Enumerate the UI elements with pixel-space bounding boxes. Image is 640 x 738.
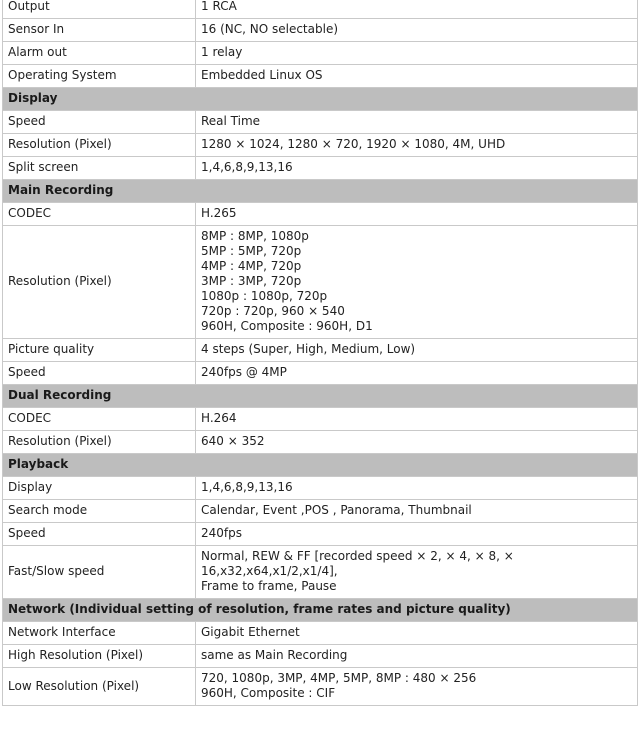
- spec-value: 720, 1080p, 3MP, 4MP, 5MP, 8MP : 480 × 256 960H, Composite : CIF: [196, 668, 638, 706]
- spec-label: Split screen: [3, 157, 196, 180]
- spec-row: [3, 622, 638, 645]
- spec-row: [3, 65, 638, 88]
- spec-row: [3, 500, 638, 523]
- spec-label: Resolution (Pixel): [3, 226, 196, 339]
- spec-value: 4 steps (Super, High, Medium, Low): [196, 339, 638, 362]
- spec-label: Alarm out: [3, 42, 196, 65]
- spec-row: [3, 134, 638, 157]
- section-header-row: [3, 385, 638, 408]
- spec-value: H.265: [196, 203, 638, 226]
- section-title: Display: [3, 88, 638, 111]
- spec-label: Operating System: [3, 65, 196, 88]
- spec-table-body: [3, 0, 638, 706]
- section-title: Main Recording: [3, 180, 638, 203]
- spec-label: Speed: [3, 362, 196, 385]
- spec-label: CODEC: [3, 203, 196, 226]
- spec-label: Sensor In: [3, 19, 196, 42]
- section-header-row: [3, 454, 638, 477]
- spec-label: Speed: [3, 523, 196, 546]
- spec-label: Picture quality: [3, 339, 196, 362]
- spec-table: [2, 0, 638, 706]
- spec-row: [3, 157, 638, 180]
- section-title: Network (Individual setting of resolution, frame rates and picture quality): [3, 599, 638, 622]
- spec-label: Fast/Slow speed: [3, 546, 196, 599]
- spec-row: [3, 362, 638, 385]
- spec-row: [3, 546, 638, 599]
- section-header-row: [3, 599, 638, 622]
- spec-row: [3, 339, 638, 362]
- spec-row: [3, 431, 638, 454]
- spec-value: 8MP : 8MP, 1080p 5MP : 5MP, 720p 4MP : 4MP, 720p 3MP : 3MP, 720p 1080p : 1080p, 720p 720p : 720p, 960 × 540 960H, Composite : 960H, D1: [196, 226, 638, 339]
- spec-value: Normal, REW & FF [recorded speed × 2, × 4, × 8, × 16,x32,x64,x1/2,x1/4], Frame to frame, Pause: [196, 546, 638, 599]
- spec-value: 1,4,6,8,9,13,16: [196, 477, 638, 500]
- spec-label: Low Resolution (Pixel): [3, 668, 196, 706]
- spec-row: [3, 0, 638, 19]
- spec-value: 1280 × 1024, 1280 × 720, 1920 × 1080, 4M, UHD: [196, 134, 638, 157]
- spec-value: Real Time: [196, 111, 638, 134]
- spec-row: [3, 203, 638, 226]
- section-title: Dual Recording: [3, 385, 638, 408]
- spec-value: Embedded Linux OS: [196, 65, 638, 88]
- spec-value: 240fps @ 4MP: [196, 362, 638, 385]
- section-header-row: [3, 180, 638, 203]
- spec-label: CODEC: [3, 408, 196, 431]
- spec-row: [3, 111, 638, 134]
- spec-value: H.264: [196, 408, 638, 431]
- spec-value: Calendar, Event ,POS , Panorama, Thumbnail: [196, 500, 638, 523]
- spec-value: 1 RCA: [196, 0, 638, 19]
- spec-value: same as Main Recording: [196, 645, 638, 668]
- spec-label: Resolution (Pixel): [3, 134, 196, 157]
- spec-value: 1 relay: [196, 42, 638, 65]
- spec-label: Speed: [3, 111, 196, 134]
- spec-label: Display: [3, 477, 196, 500]
- spec-label: Output: [3, 0, 196, 19]
- spec-label: Resolution (Pixel): [3, 431, 196, 454]
- spec-value: 240fps: [196, 523, 638, 546]
- spec-value: Gigabit Ethernet: [196, 622, 638, 645]
- spec-row: [3, 523, 638, 546]
- spec-label: Network Interface: [3, 622, 196, 645]
- section-title: Playback: [3, 454, 638, 477]
- section-header-row: [3, 88, 638, 111]
- spec-value: 1,4,6,8,9,13,16: [196, 157, 638, 180]
- spec-value: 16 (NC, NO selectable): [196, 19, 638, 42]
- spec-row: [3, 42, 638, 65]
- spec-row: [3, 477, 638, 500]
- spec-row: [3, 645, 638, 668]
- spec-value: 640 × 352: [196, 431, 638, 454]
- spec-row: [3, 226, 638, 339]
- spec-label: Search mode: [3, 500, 196, 523]
- spec-row: [3, 408, 638, 431]
- spec-row: [3, 668, 638, 706]
- spec-label: High Resolution (Pixel): [3, 645, 196, 668]
- spec-row: [3, 19, 638, 42]
